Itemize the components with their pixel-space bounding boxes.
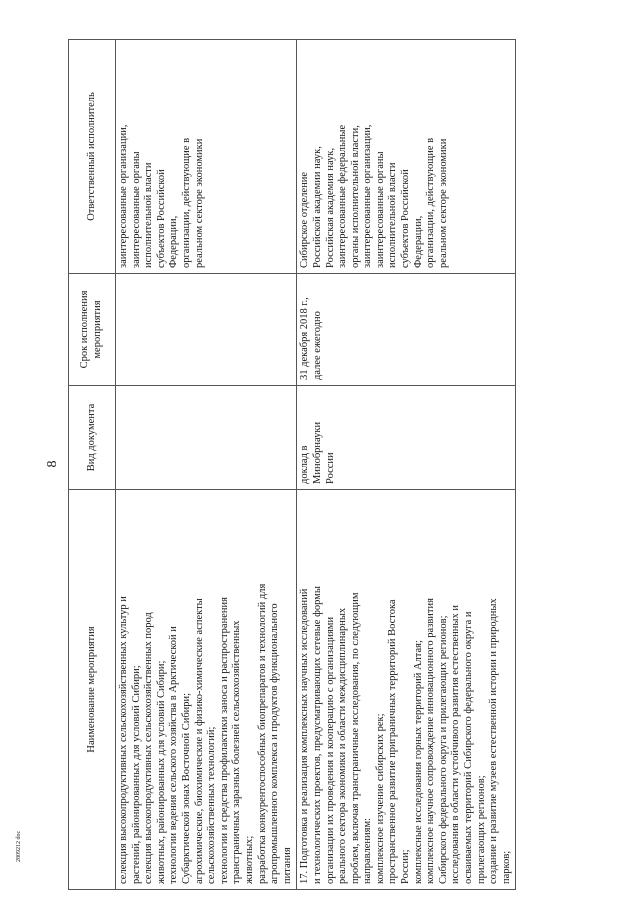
cell-text-line: агропромышленного комплекса и продуктов функционального bbox=[269, 603, 281, 884]
cell-text-line: Российской академии наук, bbox=[311, 146, 323, 268]
cell-text-line: 17. Подготовка и реализация комплексных научных исследований bbox=[299, 588, 311, 884]
cell-text-line: сельскохозяйственных технологий; bbox=[206, 726, 218, 884]
measure-name-cell bbox=[297, 490, 516, 890]
table-header-row bbox=[69, 40, 116, 890]
cell-text-line: заинтересованные органы bbox=[130, 151, 142, 268]
cell-text-line: проблем, включая трансграничные исследования, по следующим bbox=[349, 592, 361, 884]
cell-text-line: заинтересованные федеральные bbox=[337, 124, 349, 268]
cell-text-line: Сибирского федерального округа и прилегающих регионов; bbox=[437, 615, 449, 884]
cell-text-line: Федерации, bbox=[168, 215, 180, 268]
cell-text-line: комплексное изучение сибирских рек; bbox=[374, 713, 386, 884]
cell-text-line: 31 декабря 2018 г., bbox=[299, 297, 311, 380]
cell-text-line: и технологических проектов, предусматривающих сетевые формы bbox=[311, 586, 323, 884]
cell-text-line: животных, районированных для условий Сибири; bbox=[155, 660, 167, 884]
page-number: 8 bbox=[45, 460, 60, 468]
cell-text-line: селекция высокопродуктивных сельскохозяйственных культур и bbox=[118, 596, 129, 884]
responsible-cell bbox=[297, 40, 516, 274]
cell-text-line: исполнительной власти bbox=[387, 162, 399, 268]
measure-name-cell bbox=[116, 490, 297, 890]
cell-text-line: исследования в области устойчивого развития естественных и bbox=[450, 605, 462, 884]
cell-text-line: реальном секторе экономики bbox=[437, 138, 449, 268]
cell-text-line: агрохимические, биохимические и физико-химические аспекты bbox=[193, 598, 205, 884]
cell-text-line: исполнительной власти bbox=[143, 162, 155, 268]
cell-text-line: селекция высокопродуктивных сельскохозяйственных пород bbox=[143, 612, 155, 884]
measures-table bbox=[68, 39, 516, 890]
cell-text-line: направлениям: bbox=[362, 817, 374, 884]
rotated-table-sheet bbox=[68, 40, 606, 890]
cell-text-line: Субарктической зонах Восточной Сибири; bbox=[180, 692, 192, 884]
cell-text-line: осваиваемых территорий Сибирского федерального округа и bbox=[463, 611, 475, 884]
cell-text-line: реальном секторе экономики bbox=[193, 138, 205, 268]
cell-text-line: прилегающих регионов; bbox=[475, 775, 487, 884]
header-deadline: Срок исполнения мероприятия bbox=[69, 274, 116, 386]
cell-text-line: Российская академия наук, bbox=[324, 147, 336, 268]
header-responsible: Ответственный исполнитель bbox=[69, 40, 116, 274]
cell-text-line: далее ежегодно bbox=[311, 311, 323, 380]
cell-text-line: пространственное развитие приграничных территорий Востока bbox=[387, 599, 399, 884]
cell-text-line: субъектов Российской bbox=[155, 169, 167, 268]
cell-text-line: создание и развитие музеев естественной истории и природных bbox=[488, 598, 500, 884]
table-row bbox=[116, 40, 297, 890]
cell-text-line: Минобрнауки bbox=[311, 421, 323, 484]
cell-text-line: комплексные исследования горных территорий Алтая; bbox=[412, 640, 424, 884]
cell-text-line: реального сектора экономики и области междисциплинарных bbox=[337, 607, 349, 884]
cell-text-line: растений, районированных для условий Сибири; bbox=[130, 665, 142, 884]
responsible-cell bbox=[116, 40, 297, 274]
cell-text-line: трансграничных заразных болезней сельскохозяйственных bbox=[231, 620, 243, 884]
cell-text-line: заинтересованные организации, bbox=[118, 124, 129, 268]
cell-text-line: технологии и средства профилактики заноса и распространения bbox=[218, 597, 230, 884]
cell-text-line: органы исполнительной власти, bbox=[349, 125, 361, 268]
deadline-cell bbox=[297, 274, 516, 386]
cell-text-line: субъектов Российской bbox=[400, 169, 412, 268]
cell-text-line: России; bbox=[400, 849, 412, 884]
cell-text-line: организации, действующие в bbox=[180, 137, 192, 268]
cell-text-line: парков; bbox=[500, 850, 512, 884]
header-measure-name: Наименование мероприятия bbox=[69, 490, 116, 890]
cell-text-line: животных; bbox=[243, 835, 255, 884]
cell-text-line: заинтересованные органы bbox=[374, 151, 386, 268]
document-type-cell bbox=[297, 386, 516, 490]
table-row bbox=[297, 40, 516, 890]
cell-text-line: разработка конкурентоспособных биопрепаратов и технологий для bbox=[256, 583, 268, 884]
cell-text-line: Сибирское отделение bbox=[299, 171, 311, 268]
cell-text-line: организации, действующие в bbox=[425, 137, 437, 268]
cell-text-line: организации их проведения и кооперацию с организациями bbox=[324, 616, 336, 884]
cell-text-line: питания bbox=[281, 847, 293, 884]
deadline-cell bbox=[116, 274, 297, 386]
cell-text-line: Федерации, bbox=[412, 215, 424, 268]
cell-text-line: технологии ведения сельского хозяйства в Арктической и bbox=[168, 626, 180, 884]
footer-document-code: 2809212 doc bbox=[16, 830, 22, 862]
cell-text-line: заинтересованные организации, bbox=[362, 124, 374, 268]
cell-text-line: комплексное научное сопровождение инновационного развития bbox=[425, 598, 437, 884]
cell-text-line: доклад в bbox=[299, 445, 311, 484]
cell-text-line: России bbox=[324, 452, 336, 484]
header-document-type: Вид документа bbox=[69, 386, 116, 490]
document-type-cell bbox=[116, 386, 297, 490]
